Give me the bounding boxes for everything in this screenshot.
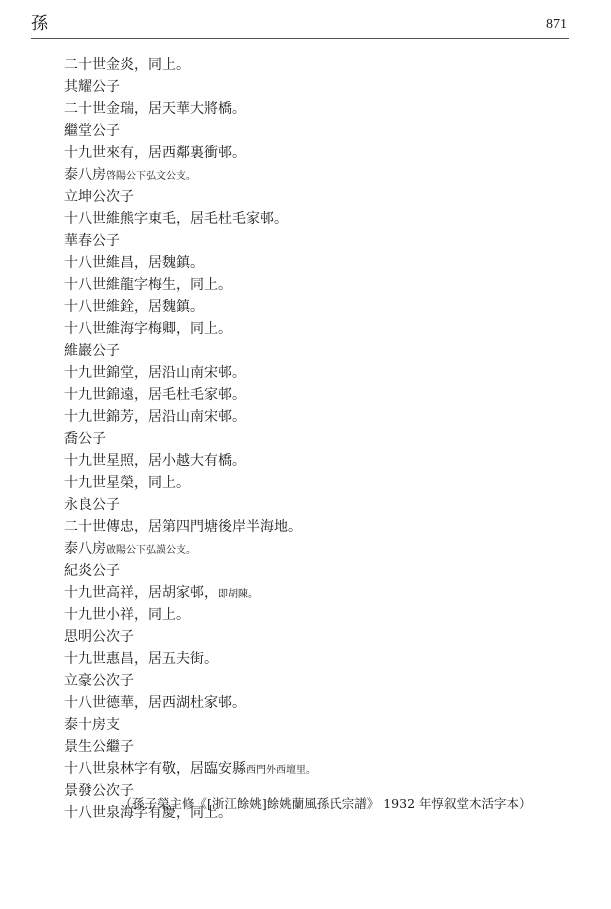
entry-line <box>64 120 564 142</box>
entry-note: 西門外西壇里。 <box>246 765 316 776</box>
entry-line <box>64 54 564 76</box>
entry-line <box>64 714 564 736</box>
entry-note: 啓陽公下弘文公支。 <box>106 171 196 182</box>
entry-text: 十八世維海字梅卿，同上。 <box>64 321 232 337</box>
entry-text: 泰八房 <box>64 167 106 183</box>
entry-line <box>64 252 564 274</box>
entry-line <box>64 230 564 252</box>
entry-text: 十九世來有，居西鄰裏衝邨。 <box>64 145 246 161</box>
entry-line <box>64 164 564 186</box>
entry-line <box>64 692 564 714</box>
entry-line <box>64 406 564 428</box>
entry-line <box>64 186 564 208</box>
header-surname: 孫 <box>31 14 48 34</box>
page-number: 871 <box>546 17 567 32</box>
entry-line <box>64 494 564 516</box>
entry-text: 十九世錦堂，居沿山南宋邨。 <box>64 365 246 381</box>
entry-text: 思明公次子 <box>64 629 134 645</box>
entry-line <box>64 384 564 406</box>
entry-line <box>64 274 564 296</box>
entry-line <box>64 758 564 780</box>
entry-note: 即胡陳。 <box>218 589 258 600</box>
entry-text: 景生公繼子 <box>64 739 134 755</box>
genealogy-entries <box>64 54 564 824</box>
entry-text: 景發公次子 <box>64 783 134 799</box>
entry-text: 維巖公子 <box>64 343 120 359</box>
entry-text: 十八世維銓，居魏鎮。 <box>64 299 204 315</box>
entry-text: 立豪公次子 <box>64 673 134 689</box>
entry-text: 十八世維昌，居魏鎮。 <box>64 255 204 271</box>
entry-line <box>64 604 564 626</box>
entry-line <box>64 472 564 494</box>
entry-line <box>64 340 564 362</box>
entry-line <box>64 362 564 384</box>
entry-line <box>64 560 564 582</box>
entry-text: 十八世維熊字東毛，居毛杜毛家邨。 <box>64 211 288 227</box>
entry-line <box>64 736 564 758</box>
entry-text: 泰八房 <box>64 541 106 557</box>
entry-text: 十九世星榮，同上。 <box>64 475 190 491</box>
page-header <box>31 14 569 39</box>
entry-text: 十九世星照，居小越大有橋。 <box>64 453 246 469</box>
entry-text: 十八世泉林字有敬，居臨安縣 <box>64 761 246 777</box>
entry-line <box>64 626 564 648</box>
entry-text: 華春公子 <box>64 233 120 249</box>
entry-text: 十九世小祥，同上。 <box>64 607 190 623</box>
entry-line <box>64 208 564 230</box>
source-caption <box>0 794 611 812</box>
entry-text: 泰十房支 <box>64 717 120 733</box>
entry-line <box>64 538 564 560</box>
entry-line <box>64 670 564 692</box>
entry-text: 十九世錦芳，居沿山南宋邨。 <box>64 409 246 425</box>
entry-text: 繼堂公子 <box>64 123 120 139</box>
entry-text: 十九世惠昌，居五夫街。 <box>64 651 218 667</box>
entry-text: 紀炎公子 <box>64 563 120 579</box>
entry-text: 喬公子 <box>64 431 106 447</box>
entry-line <box>64 450 564 472</box>
entry-text: 十八世泉海字有慶，同上。 <box>64 805 232 821</box>
entry-line <box>64 76 564 98</box>
entry-text: 十九世高祥，居胡家邨， <box>64 585 218 601</box>
entry-text: 十八世維龍字梅生，同上。 <box>64 277 232 293</box>
entry-line <box>64 296 564 318</box>
entry-line <box>64 318 564 340</box>
entry-line <box>64 516 564 538</box>
entry-text: 二十世傳忠，居第四門塘後岸半海地。 <box>64 519 302 535</box>
entry-text: 十九世錦遠，居毛杜毛家邨。 <box>64 387 246 403</box>
entry-text: 二十世金炎，同上。 <box>64 57 190 73</box>
entry-line <box>64 142 564 164</box>
entry-text: 其耀公子 <box>64 79 120 95</box>
caption-text: （孫子榮主修《[浙江餘姚]餘姚蘭風孫氏宗譜》 1932 年惇叙堂木活字本） <box>119 796 532 811</box>
entry-line <box>64 648 564 670</box>
entry-text: 永良公子 <box>64 497 120 513</box>
entry-note: 啟陽公下弘謨公支。 <box>106 545 196 556</box>
entry-text: 十八世德華，居西湖杜家邨。 <box>64 695 246 711</box>
entry-line <box>64 428 564 450</box>
entry-line <box>64 98 564 120</box>
entry-text: 立坤公次子 <box>64 189 134 205</box>
entry-line <box>64 582 564 604</box>
entry-text: 二十世金瑞，居天華大將橋。 <box>64 101 246 117</box>
